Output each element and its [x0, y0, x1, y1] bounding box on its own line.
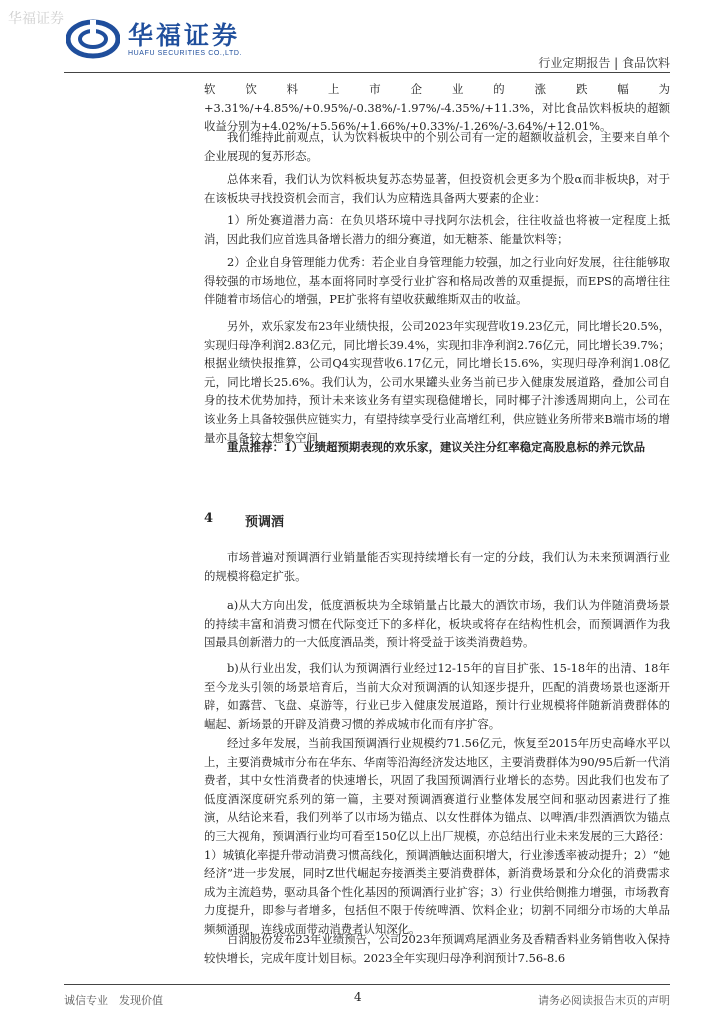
paragraph-text: 另外，欢乐家发布23年业绩快报，公司2023年实现营收19.23亿元，同比增长20.5%，实现归母净利润2.83亿元，同比增长39.4%，实现扣非净利润2.76亿元，同比增长39.7%；根据业绩快报推算，公司Q4实现营收6.17亿元，同比增长15.6%，实现归母净利润1.08亿元，同比增长25.6%。我们认为，公司水果罐头业务当前已步入健康发展道路，叠加公司自身的技术优势加持，预计未来该业务有望实现稳健增长，同时椰子汁渗透周期向上，公司在该业务上具备较强供应链实力，有望持续享受行业高增红利，供应链业务所带来B端市场的增量亦具备较大想象空间 [204, 319, 670, 445]
header-divider [64, 72, 670, 73]
paragraph [204, 170, 670, 207]
footer-disclaimer: 请务必阅读报告末页的声明 [538, 994, 670, 1007]
section-number: 4 [204, 511, 214, 526]
paragraph [204, 734, 670, 939]
report-type: 行业定期报告 | 食品饮料 [538, 56, 670, 70]
page-number: 4 [354, 990, 362, 1004]
paragraph-text: 1）所处赛道潜力高：在负贝塔环境中寻找阿尔法机会，往往收益也将被一定程度上抵消，因此我们应首选具备增长潜力的细分赛道，如无糖茶、能量饮料等； [204, 213, 670, 246]
paragraph [204, 211, 670, 248]
paragraph-text: 2）企业自身管理能力优秀：若企业自身管理能力较强，加之行业向好发展，往往能够取得较强的市场地位，基本面将同时享受行业扩容和格局改善的双重提振，而EPS的高增往往伴随着市场信心的增强，PE扩张将有望收获戴维斯双击的收益。 [204, 255, 670, 307]
paragraph [204, 317, 670, 447]
key-recommendation [204, 438, 670, 457]
paragraph-text: b)从行业出发，我们认为预调酒行业经过12-15年的盲目扩张、15-18年的出清、18年至今龙头引领的场景培育后，当前大众对预调酒的认知逐步提升，匹配的消费场景也逐渐开辟，如露营、飞盘、桌游等，行业已步入健康发展道路，预计行业规模将伴随新消费群体的崛起、新场景的开辟及消费习惯的养成城市化而有序扩容。 [204, 661, 670, 731]
paragraph-text: 百润股份发布23年业绩预告，公司2023年预调鸡尾酒业务及香精香料业务销售收入保持较快增长，完成年度计划目标。2023全年实现归母净利润预计7.56-8.6 [204, 932, 670, 965]
paragraph [204, 548, 670, 585]
section-heading [204, 511, 284, 530]
huafu-logo-icon [66, 19, 120, 59]
footer-slogan: 诚信专业 发现价值 [64, 994, 163, 1007]
section-title: 预调酒 [245, 515, 285, 530]
paragraph [204, 128, 670, 165]
footer-divider [64, 984, 670, 985]
paragraph [204, 659, 670, 733]
paragraph-text: 软饮料上市企业的涨跌幅为+3.31%/+4.85%/+0.95%/-0.38%/-1.97%/-4.35%/+11.3%，对比食品饮料板块的超额收益分别为+4.02%/+5.56%/+1.66%/+0.33%/-1.26%/-3.64%/+12.01%。 [204, 82, 670, 134]
paragraph-text: 我们维持此前观点，认为饮料板块中的个别公司有一定的超额收益机会，主要来自单个企业展现的复苏形态。 [204, 130, 670, 163]
logo-chinese-name: 华福证券 [128, 20, 241, 50]
paragraph-text: 总体来看，我们认为饮料板块复苏态势显著，但投资机会更多为个股α而非板块β，对于在该板块寻找投资机会而言，我们认为应精选具备两大要素的企业： [204, 172, 670, 205]
paragraph [204, 596, 670, 652]
paragraph-text: a)从大方向出发，低度酒板块为全球销量占比最大的酒饮市场，我们认为伴随消费场景的持续丰富和消费习惯在代际变迁下的多样化，板块或将存在结构性机会，而预调酒作为我国最具创新潜力的一大低度酒品类，预计将受益于该类消费趋势。 [204, 598, 670, 650]
watermark: 华福证券 [8, 11, 64, 27]
paragraph [204, 253, 670, 309]
paragraph-text: 重点推荐：1）业绩超预期表现的欢乐家，建议关注分红率稳定高股息标的养元饮品 [227, 440, 645, 454]
paragraph [204, 930, 670, 967]
paragraph-text: 经过多年发展，当前我国预调酒行业规模约71.56亿元，恢复至2015年历史高峰水平以上，主要消费城市分布在华东、华南等沿海经济发达地区，主要消费群体为90/95后新一代消费者，其中女性消费者的快速增长，巩固了我国预调酒行业增长的态势。因此我们也发布了低度酒深度研究系列的第一篇，主要对预调酒赛道行业整体发展空间和驱动因素进行了推演，从结论来看，我们列举了以市场为锚点、以女性群体为锚点、以啤酒/非烈酒酒饮为锚点的三大视角，预调酒行业均可看至150亿以上出厂规模，亦总结出行业未来发展的三大路径：1）城镇化率提升带动消费习惯高线化，预调酒触达面积增大，行业渗透率被动提升；2）“她经济”进一步发展，同时Z世代崛起夯接酒类主要消费群体，新消费场景和分众化的消费需求成为主流趋势，驱动具备个性化基因的预调酒行业扩容；3）行业供给侧推力增强，市场教育力度提升，即参与者增多，包括但不限于传统啤酒、饮料企业；切割不同细分市场的大单品频频涌现，连线成面带动消费者认知深化。 [204, 736, 670, 936]
company-logo [66, 19, 242, 59]
paragraph-text: 市场普遍对预调酒行业销量能否实现持续增长有一定的分歧，我们认为未来预调酒行业的规模将稳定扩张。 [204, 550, 670, 583]
logo-english-name: HUAFU SECURITIES CO.,LTD. [128, 49, 243, 57]
